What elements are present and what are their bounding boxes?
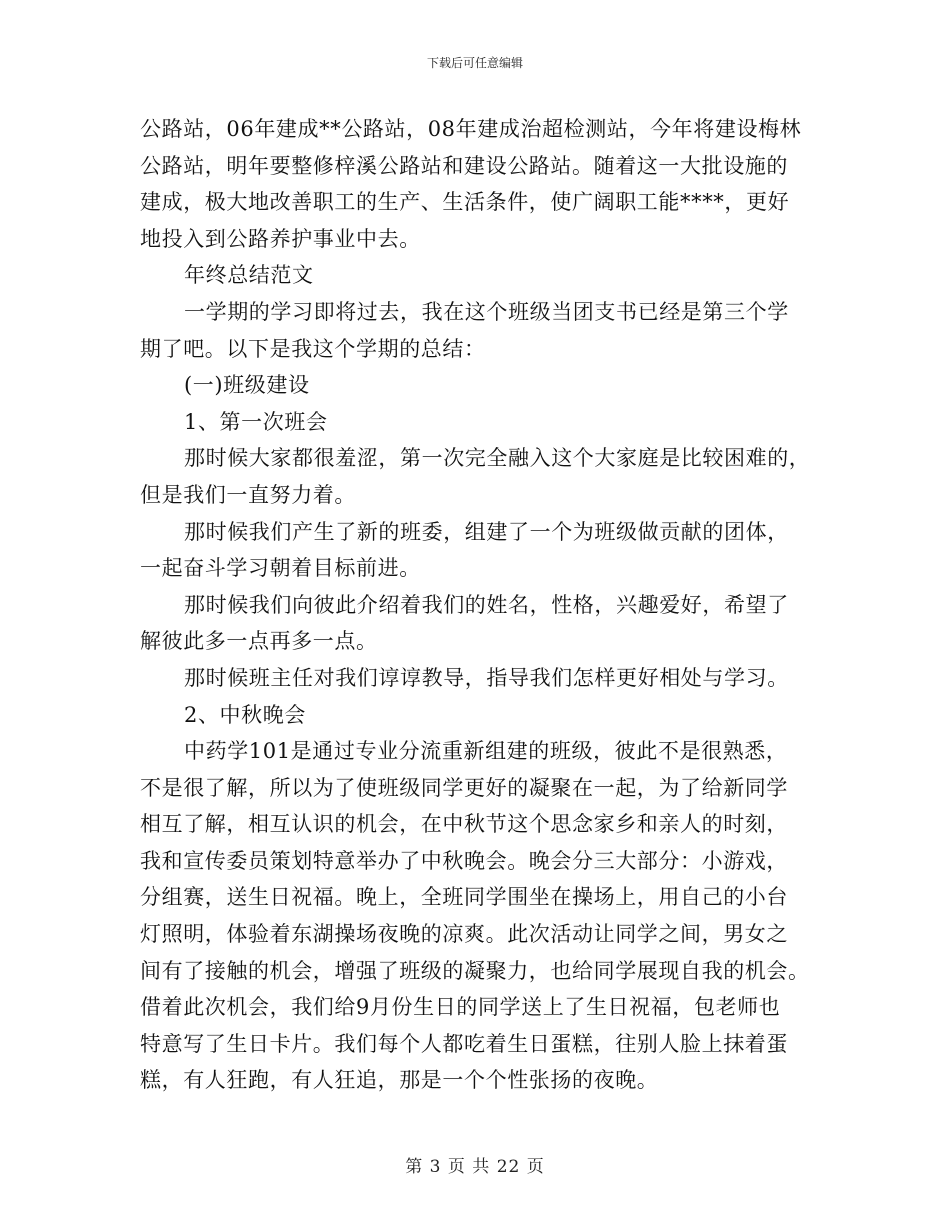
text-line: 一学期的学习即将过去，我在这个班级当团支书已经是第三个学 bbox=[184, 299, 789, 324]
text-line: 不是很了解，所以为了使班级同学更好的凝聚在一起，为了给新同学 bbox=[140, 775, 788, 800]
text-line: 特意写了生日卡片。我们每个人都吃着生日蛋糕，往别人脸上抹着蛋 bbox=[140, 1031, 788, 1056]
text-line: 分组赛，送生日祝福。晚上，全班同学围坐在操场上，用自己的小台 bbox=[140, 885, 788, 910]
page-number-footer: 第 3 页 共 22 页 bbox=[405, 1157, 545, 1177]
text-line: 但是我们一直努力着。 bbox=[140, 482, 356, 507]
text-line: 2、中秋晚会 bbox=[184, 702, 306, 727]
text-line: 我和宣传委员策划特意举办了中秋晚会。晚会分三大部分：小游戏， bbox=[140, 848, 788, 873]
text-line: 年终总结范文 bbox=[184, 263, 314, 288]
text-line: 那时候我们向彼此介绍着我们的姓名，性格，兴趣爱好，希望了 bbox=[184, 592, 789, 617]
page-header-note: 下载后可任意编辑 bbox=[426, 56, 523, 70]
document-body bbox=[140, 111, 815, 1099]
text-line: 一起奋斗学习朝着目标前进。 bbox=[140, 556, 421, 581]
text-line: 相互了解，相互认识的机会，在中秋节这个思念家乡和亲人的时刻， bbox=[140, 812, 788, 837]
text-line: 那时候班主任对我们谆谆教导，指导我们怎样更好相处与学习。 bbox=[184, 665, 789, 690]
text-line: 地投入到公路养护事业中去。 bbox=[140, 226, 421, 251]
text-line: 解彼此多一点再多一点。 bbox=[140, 629, 378, 654]
text-line: 建成，极大地改善职工的生产、生活条件，使广阔职工能****，更好 bbox=[140, 190, 790, 215]
text-line: 灯照明，体验着东湖操场夜晚的凉爽。此次活动让同学之间，男女之 bbox=[140, 922, 788, 947]
text-line: 1、第一次班会 bbox=[184, 409, 328, 434]
text-line: 公路站，06年建成**公路站，08年建成治超检测站，今年将建设梅林 bbox=[140, 117, 802, 141]
text-line: 那时候大家都很羞涩，第一次完全融入这个大家庭是比较困难的， bbox=[184, 446, 811, 471]
text-line: 中药学101是通过专业分流重新组建的班级，彼此不是很熟悉， bbox=[184, 739, 788, 764]
text-line: 那时候我们产生了新的班委，组建了一个为班级做贡献的团体， bbox=[184, 519, 789, 544]
text-line: 借着此次机会，我们给9月份生日的同学送上了生日祝福，包老师也 bbox=[140, 995, 781, 1020]
text-line: 间有了接触的机会，增强了班级的凝聚力，也给同学展现自我的机会。 bbox=[140, 958, 810, 983]
text-line: 糕，有人狂跑，有人狂追，那是一个个性张扬的夜晚。 bbox=[140, 1068, 659, 1093]
text-line: 期了吧。以下是我这个学期的总结： bbox=[140, 336, 486, 361]
text-line: (一)班级建设 bbox=[184, 373, 310, 398]
text-line: 公路站，明年要整修梓溪公路站和建设公路站。随着这一大批设施的 bbox=[140, 153, 788, 178]
